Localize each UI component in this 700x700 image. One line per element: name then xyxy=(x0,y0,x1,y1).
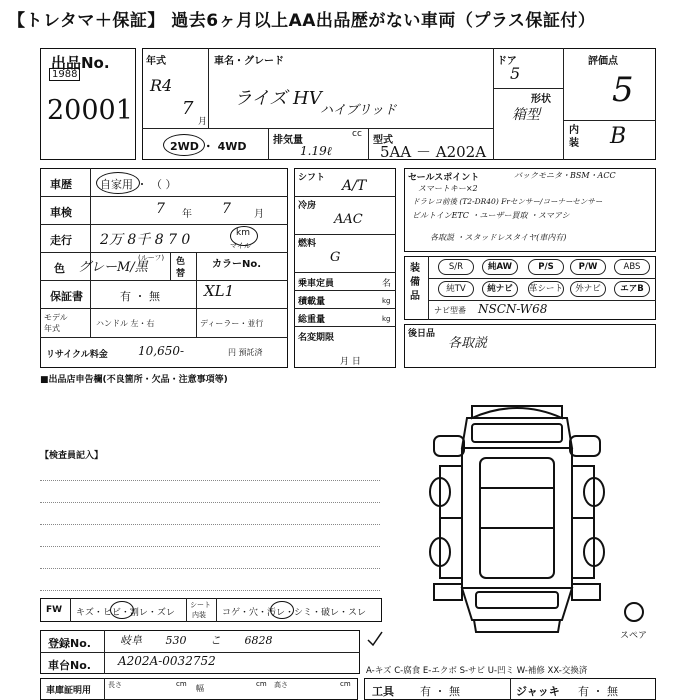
interior-value: B xyxy=(610,124,627,149)
car-name-value: ライズ HV xyxy=(234,88,322,109)
sales-point-line-4: ビルトインETC ・ユーザー買取 ・スマアシ xyxy=(412,211,570,220)
inspection-month-unit: 月 xyxy=(254,209,264,220)
doors-value: 5 xyxy=(510,64,521,83)
ac-label: 冷房 xyxy=(298,201,317,211)
shift-value: A/T xyxy=(342,178,367,194)
header-title: 【トレタマ＋保証】 過去6ヶ月以上AA出品歴がない車両（プラス保証付） xyxy=(8,11,596,31)
score-label: 評価点 xyxy=(588,56,618,67)
seat-label-2: 内装 xyxy=(192,611,206,619)
equipment-label: 装備品 xyxy=(410,263,420,302)
type-code-value: 5AA － A202A xyxy=(380,143,487,161)
jack-label: ジャッキ xyxy=(516,685,560,698)
garage-length-unit: cm xyxy=(176,680,187,688)
color-code-label: カラーNo. xyxy=(212,259,262,270)
history-label: 車歴 xyxy=(50,178,72,191)
color-value: グレーM/黒 xyxy=(78,260,148,275)
spare-tire-icon xyxy=(622,600,646,624)
type-code-label: 型式 xyxy=(373,135,393,146)
displacement-label: 排気量 xyxy=(273,135,303,146)
spec-year-label: 年式 xyxy=(44,324,60,333)
fuel-label: 燃料 xyxy=(298,239,317,249)
drive-options: 2WD ・ 4WD xyxy=(170,140,247,153)
lot-box xyxy=(40,48,136,160)
sales-point-line-1: バックモニタ・BSM・ACC xyxy=(514,171,616,180)
equip-row2-item-4: 外ナビ xyxy=(570,281,606,297)
ac-value: AAC xyxy=(334,212,363,227)
seat-items: コゲ・穴・汚レ・シミ・破レ・スレ xyxy=(222,608,367,618)
shape-value: 箱型 xyxy=(512,107,540,123)
lot-sub: 1988 xyxy=(49,68,80,81)
navi-label: ナビ型番 xyxy=(434,306,466,315)
displacement-value: 1.19ℓ xyxy=(300,144,332,158)
mileage-label: 走行 xyxy=(50,234,72,247)
recycle-label: リサイクル料金 xyxy=(46,350,108,360)
inspection-month: 7 xyxy=(222,201,231,217)
garage-width-label: 幅 xyxy=(196,684,204,693)
garage-width-unit: cm xyxy=(256,680,267,688)
model-year-month-unit: 月 xyxy=(198,117,208,127)
name-change-label: 名変期限 xyxy=(298,333,335,343)
check-mark-icon xyxy=(366,630,384,648)
fw-hibi-circle xyxy=(110,601,134,619)
equip-row2-item-1: 純TV xyxy=(438,281,474,297)
garage-height-label: 高さ xyxy=(274,681,288,689)
inspection-label: 車検 xyxy=(50,206,72,219)
inspection-year: 7 xyxy=(156,201,165,217)
shift-label: シフト xyxy=(298,173,326,183)
weight-unit: kg xyxy=(382,315,391,323)
afterfit-label: 後日品 xyxy=(408,329,436,339)
registration-label: 登録No. xyxy=(48,637,91,650)
warranty-label: 保証書 xyxy=(50,290,83,303)
seat-dirt-circle xyxy=(270,601,294,619)
equip-row2-item-2: 純ナビ xyxy=(482,281,518,297)
sales-point-line-5: 各取説 ・スタッドレスタイヤ(車内有) xyxy=(430,233,567,242)
history-value: 自家用 ・ （ ） xyxy=(100,178,177,191)
color-change-label: 色替 xyxy=(176,257,186,279)
capacity-unit: 名 xyxy=(382,279,392,289)
spec-model-label: モデル xyxy=(44,313,68,322)
color-label: 色 xyxy=(54,262,65,275)
doors-label: ドア xyxy=(497,56,517,67)
mileage-unit2: マイル xyxy=(230,242,251,250)
registration-value: 岐阜 530 こ 6828 xyxy=(120,634,273,647)
load-label: 積載量 xyxy=(298,297,326,307)
color-note: (ルーフ) xyxy=(138,254,165,262)
chassis-value: A202A-0032752 xyxy=(118,654,216,668)
car-name-label: 車名・グレード xyxy=(214,56,284,67)
tools-options: 有 ・ 無 xyxy=(420,685,460,698)
name-change-unit: 月 日 xyxy=(340,357,361,367)
tools-label: 工具 xyxy=(372,685,394,698)
spare-label: スペア xyxy=(620,631,648,641)
garage-length-label: 長さ xyxy=(108,681,122,689)
navi-value: NSCN-W68 xyxy=(478,302,548,316)
afterfit-box xyxy=(404,324,656,368)
handle-options: ハンドル 左・右 xyxy=(96,319,155,328)
warranty-options: 有 ・ 無 xyxy=(120,290,160,303)
score-value: 5 xyxy=(612,70,634,110)
capacity-label: 乗車定員 xyxy=(298,279,335,289)
car-grade-value: ハイブリッド xyxy=(320,103,397,118)
recycle-value: 10,650- xyxy=(138,344,185,358)
model-year-era: R4 xyxy=(150,76,173,95)
model-year-month: 7 xyxy=(182,98,194,119)
color-code-value: XL1 xyxy=(204,282,235,300)
damage-legend: A-キズ C-腐食 E-エクボ S-サビ U-凹ミ W-補修 XX-交換済 xyxy=(366,666,588,676)
sales-points-label: セールスポイント xyxy=(408,173,480,183)
garage-label: 車庫証明用 xyxy=(46,686,92,696)
equip-row1-item-5: ABS xyxy=(614,259,650,275)
model-year-label: 年式 xyxy=(146,56,166,67)
fuel-value: G xyxy=(330,250,341,265)
car-damage-diagram xyxy=(412,388,622,638)
garage-height-unit: cm xyxy=(340,680,351,688)
afterfit-value: 各取説 xyxy=(448,336,488,351)
jack-options: 有 ・ 無 xyxy=(578,685,618,698)
sales-point-line-2: スマートキー×2 xyxy=(418,184,478,193)
equip-row2-item-3: 革シート xyxy=(528,281,564,297)
equip-row1-item-3: P/S xyxy=(528,259,564,275)
dealer-options: ディーラー・並行 xyxy=(200,319,264,328)
equip-row2-item-5: エアB xyxy=(614,281,650,297)
sales-point-line-3: ドラレコ前後 (T2-DR40) Frセンサー/コーナーセンサー xyxy=(412,197,603,206)
equip-row1-item-4: P/W xyxy=(570,259,606,275)
inspector-label: 【検査員記入】 xyxy=(40,451,104,461)
interior-label: 内装 xyxy=(569,125,579,149)
fw-label: FW xyxy=(46,605,63,615)
weight-label: 総重量 xyxy=(298,315,326,325)
shape-label: 形状 xyxy=(531,94,551,105)
page-header xyxy=(0,0,700,34)
chassis-label: 車台No. xyxy=(48,659,91,672)
equip-row1-item-1: S/R xyxy=(438,259,474,275)
equip-row1-item-2: 純AW xyxy=(482,259,518,275)
lot-label: 出品No. xyxy=(51,54,110,72)
load-unit: kg xyxy=(382,297,391,305)
history-circle xyxy=(96,172,140,194)
seller-notes-label: ■出品店申告欄(不良箇所・欠品・注意事項等) xyxy=(40,375,228,385)
mileage-unit: km xyxy=(236,228,250,238)
mileage-value: 2万 8千 8 7 0 xyxy=(100,232,191,248)
displacement-unit: cc xyxy=(352,129,362,139)
lot-number: 20001 xyxy=(47,95,133,126)
fw-items: キズ・ヒビ・割レ・ズレ xyxy=(76,608,175,618)
recycle-unit: 円 預託済 xyxy=(228,348,263,357)
seat-label: シート xyxy=(190,601,211,609)
inspection-year-unit: 年 xyxy=(182,209,192,220)
